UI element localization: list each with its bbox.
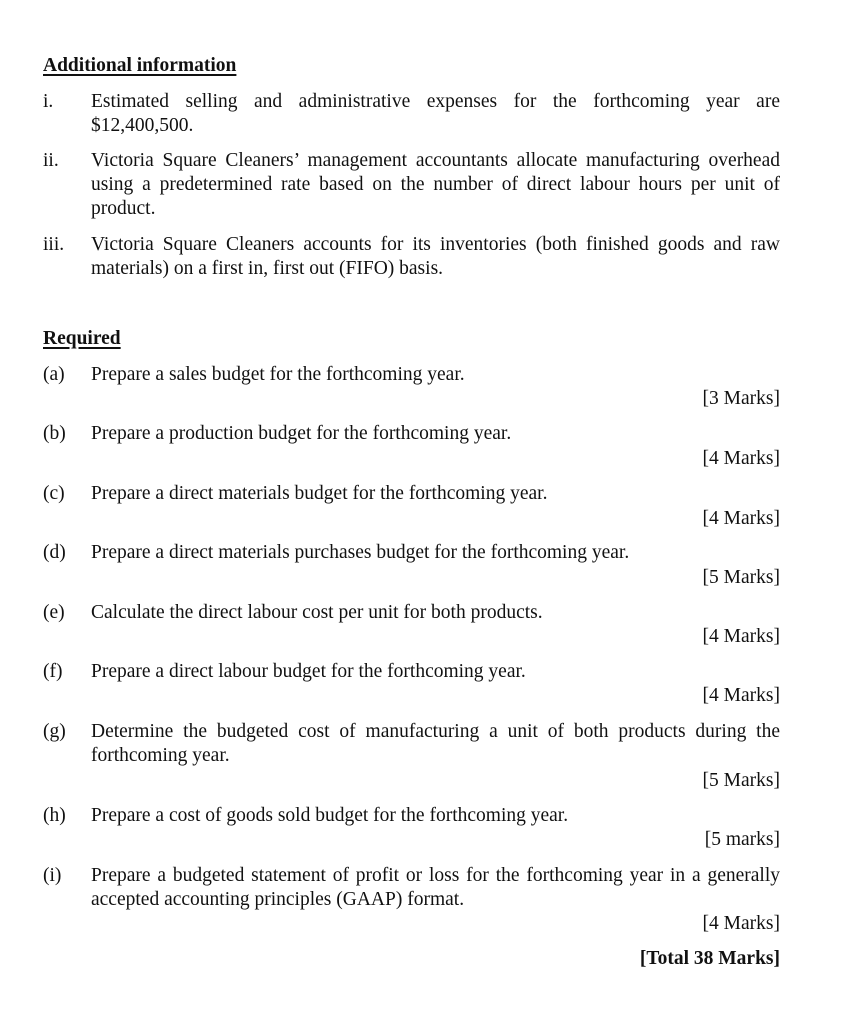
item-text: Calculate the direct labour cost per unit for both products.	[91, 602, 543, 623]
item-number: (h)	[43, 805, 66, 826]
item-text: Prepare a sales budget for the forthcoming year.	[91, 364, 465, 385]
item-text: Prepare a direct labour budget for the forthcoming year.	[91, 661, 526, 682]
required-item-i	[43, 864, 780, 912]
item-text: Prepare a production budget for the forthcoming year.	[91, 423, 512, 444]
item-number: (f)	[43, 661, 63, 682]
required-item-b	[43, 422, 780, 446]
item-number: (g)	[43, 721, 66, 742]
marks-b: [4 Marks]	[702, 448, 780, 469]
item-number: i.	[43, 91, 54, 112]
item-text: Determine the budgeted cost of manufacturing a unit of both products during the forthcoming year.	[91, 721, 780, 766]
required-item-e	[43, 601, 780, 625]
required-item-h	[43, 804, 780, 828]
item-number: (a)	[43, 364, 65, 385]
item-text: Prepare a direct materials budget for the forthcoming year.	[91, 483, 548, 504]
additional-item-2	[43, 149, 780, 221]
item-number: ii.	[43, 150, 59, 171]
item-text: Prepare a direct materials purchases budget for the forthcoming year.	[91, 542, 630, 563]
item-number: iii.	[43, 234, 65, 255]
marks-i: [4 Marks]	[702, 913, 780, 934]
item-number: (c)	[43, 483, 65, 504]
additional-item-3	[43, 233, 780, 281]
item-number: (b)	[43, 423, 66, 444]
item-number: (d)	[43, 542, 66, 563]
item-text: Estimated selling and administrative expenses for the forthcoming year are $12,400,500.	[91, 91, 780, 136]
item-number: (e)	[43, 602, 65, 623]
required-item-a	[43, 363, 780, 387]
required-heading: Required	[43, 328, 121, 349]
required-item-g	[43, 720, 780, 768]
item-text: Victoria Square Cleaners accounts for its inventories (both finished goods and raw materials) on a first in, first out (FIFO) basis.	[91, 234, 780, 279]
total-marks: [Total 38 Marks]	[639, 948, 780, 969]
marks-d: [5 Marks]	[702, 567, 780, 588]
marks-h: [5 marks]	[704, 829, 780, 850]
required-item-f	[43, 660, 780, 684]
required-item-d	[43, 541, 780, 565]
marks-f: [4 Marks]	[702, 685, 780, 706]
additional-item-1	[43, 90, 780, 138]
marks-c: [4 Marks]	[702, 508, 780, 529]
required-item-c	[43, 482, 780, 506]
marks-a: [3 Marks]	[702, 388, 780, 409]
additional-information-heading: Additional information	[43, 55, 237, 76]
item-number: (i)	[43, 865, 62, 886]
marks-g: [5 Marks]	[702, 770, 780, 791]
item-text: Prepare a budgeted statement of profit or loss for the forthcoming year in a generally accepted accounting principles (GAAP) format.	[91, 865, 780, 910]
item-text: Prepare a cost of goods sold budget for the forthcoming year.	[91, 805, 569, 826]
item-text: Victoria Square Cleaners’ management accountants allocate manufacturing overhead using a predetermined rate based on the number of direct labour hours per unit of product.	[91, 150, 780, 219]
marks-e: [4 Marks]	[702, 626, 780, 647]
